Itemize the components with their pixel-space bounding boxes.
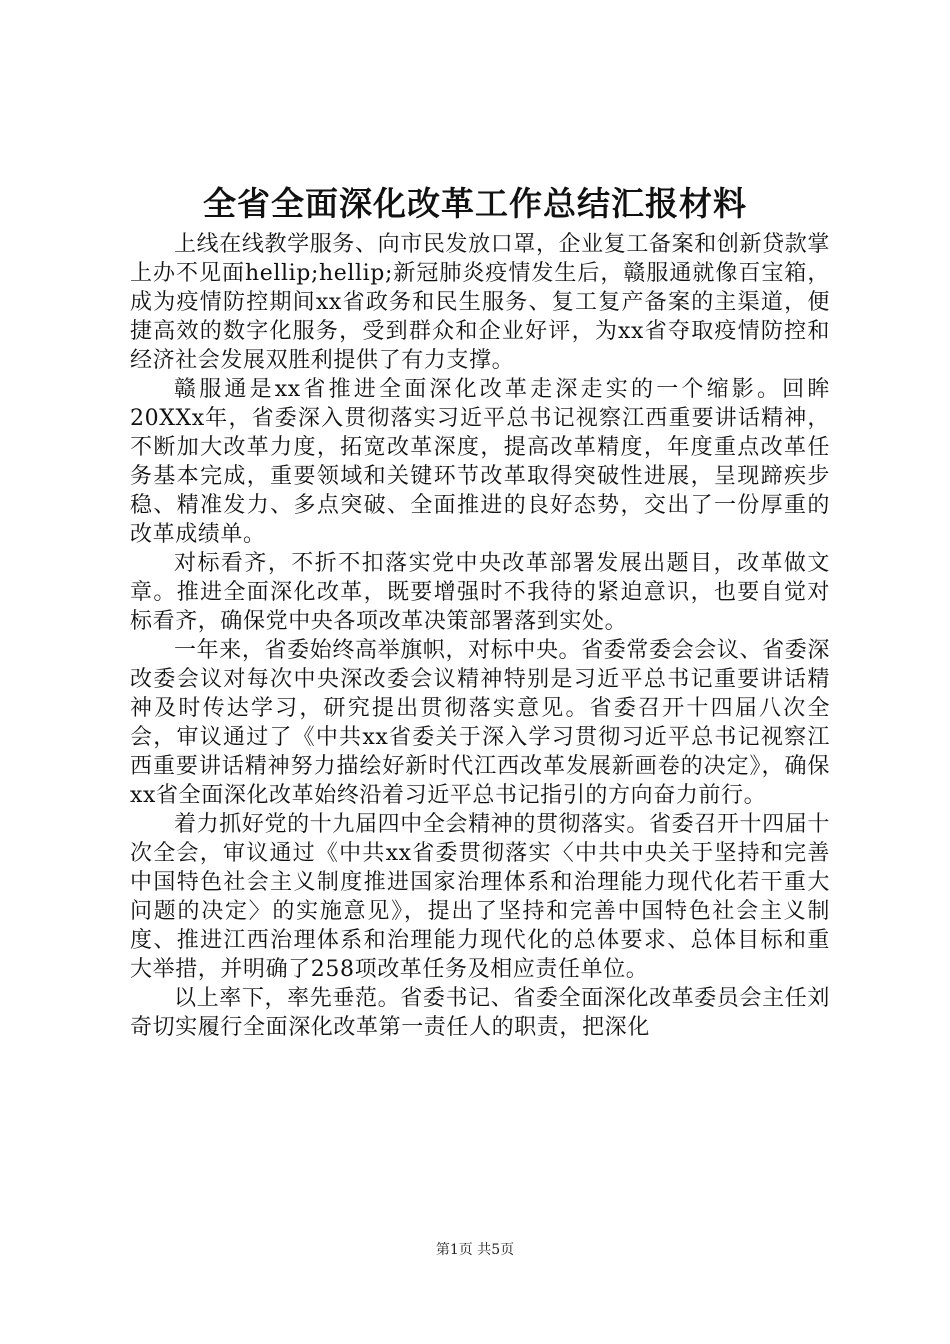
paragraph: 赣服通是xx省推进全面深化改革走深走实的一个缩影。回眸20XXx年，省委深入贯彻落实习近平总书记视察江西重要讲话精神，不断加大改革力度，拓宽改革深度，提高改革精度，年度重点改革任务基本完成，重要领域和关键环节改革取得突破性进展，呈现蹄疾步稳、精准发力、多点突破、全面推进的良好态势，交出了一份厚重的改革成绩单。 <box>130 377 830 547</box>
paragraph: 着力抓好党的十九届四中全会精神的贯彻落实。省委召开十四届十次全会，审议通过《中共xx省委贯彻落实〈中共中央关于坚持和完善中国特色社会主义制度推进国家治理体系和治理能力现代化若干重大问题的决定〉的实施意见》，提出了坚持和完善中国特色社会主义制度、推进江西治理体系和治理能力现代化的总体要求、总体目标和重大举措，并明确了258项改革任务及相应责任单位。 <box>130 812 830 982</box>
document-title: 全省全面深化改革工作总结汇报材料 <box>203 184 747 223</box>
paragraph: 一年来，省委始终高举旗帜，对标中央。省委常委会会议、省委深改委会议对每次中央深改委会议精神特别是习近平总书记重要讲话精神及时传达学习，研究提出贯彻落实意见。省委召开十四届八次全会，审议通过了《中共xx省委关于深入学习贯彻习近平总书记视察江西重要讲话精神努力描绘好新时代江西改革发展新画卷的决定》，确保xx省全面深化改革始终沿着习近平总书记指引的方向奋力前行。 <box>130 638 830 808</box>
paragraph: 以上率下，率先垂范。省委书记、省委全面深化改革委员会主任刘奇切实履行全面深化改革第一责任人的职责，把深化 <box>130 986 830 1040</box>
paragraph: 上线在线教学服务、向市民发放口罩，企业复工备案和创新贷款掌上办不见面hellip;hellip;新冠肺炎疫情发生后，赣服通就像百宝箱，成为疫情防控期间xx省政务和民生服务、复工复产备案的主渠道，便捷高效的数字化服务，受到群众和企业好评，为xx省夺取疫情防控和经济社会发展双胜利提供了有力支撑。 <box>130 232 830 373</box>
page-number-footer: 第1页 共5页 <box>435 1242 515 1258</box>
paragraph: 对标看齐，不折不扣落实党中央改革部署发展出题目，改革做文章。推进全面深化改革，既要增强时不我待的紧迫意识，也要自觉对标看齐，确保党中央各项改革决策部署落到实处。 <box>130 551 830 634</box>
document-body <box>130 230 830 1042</box>
